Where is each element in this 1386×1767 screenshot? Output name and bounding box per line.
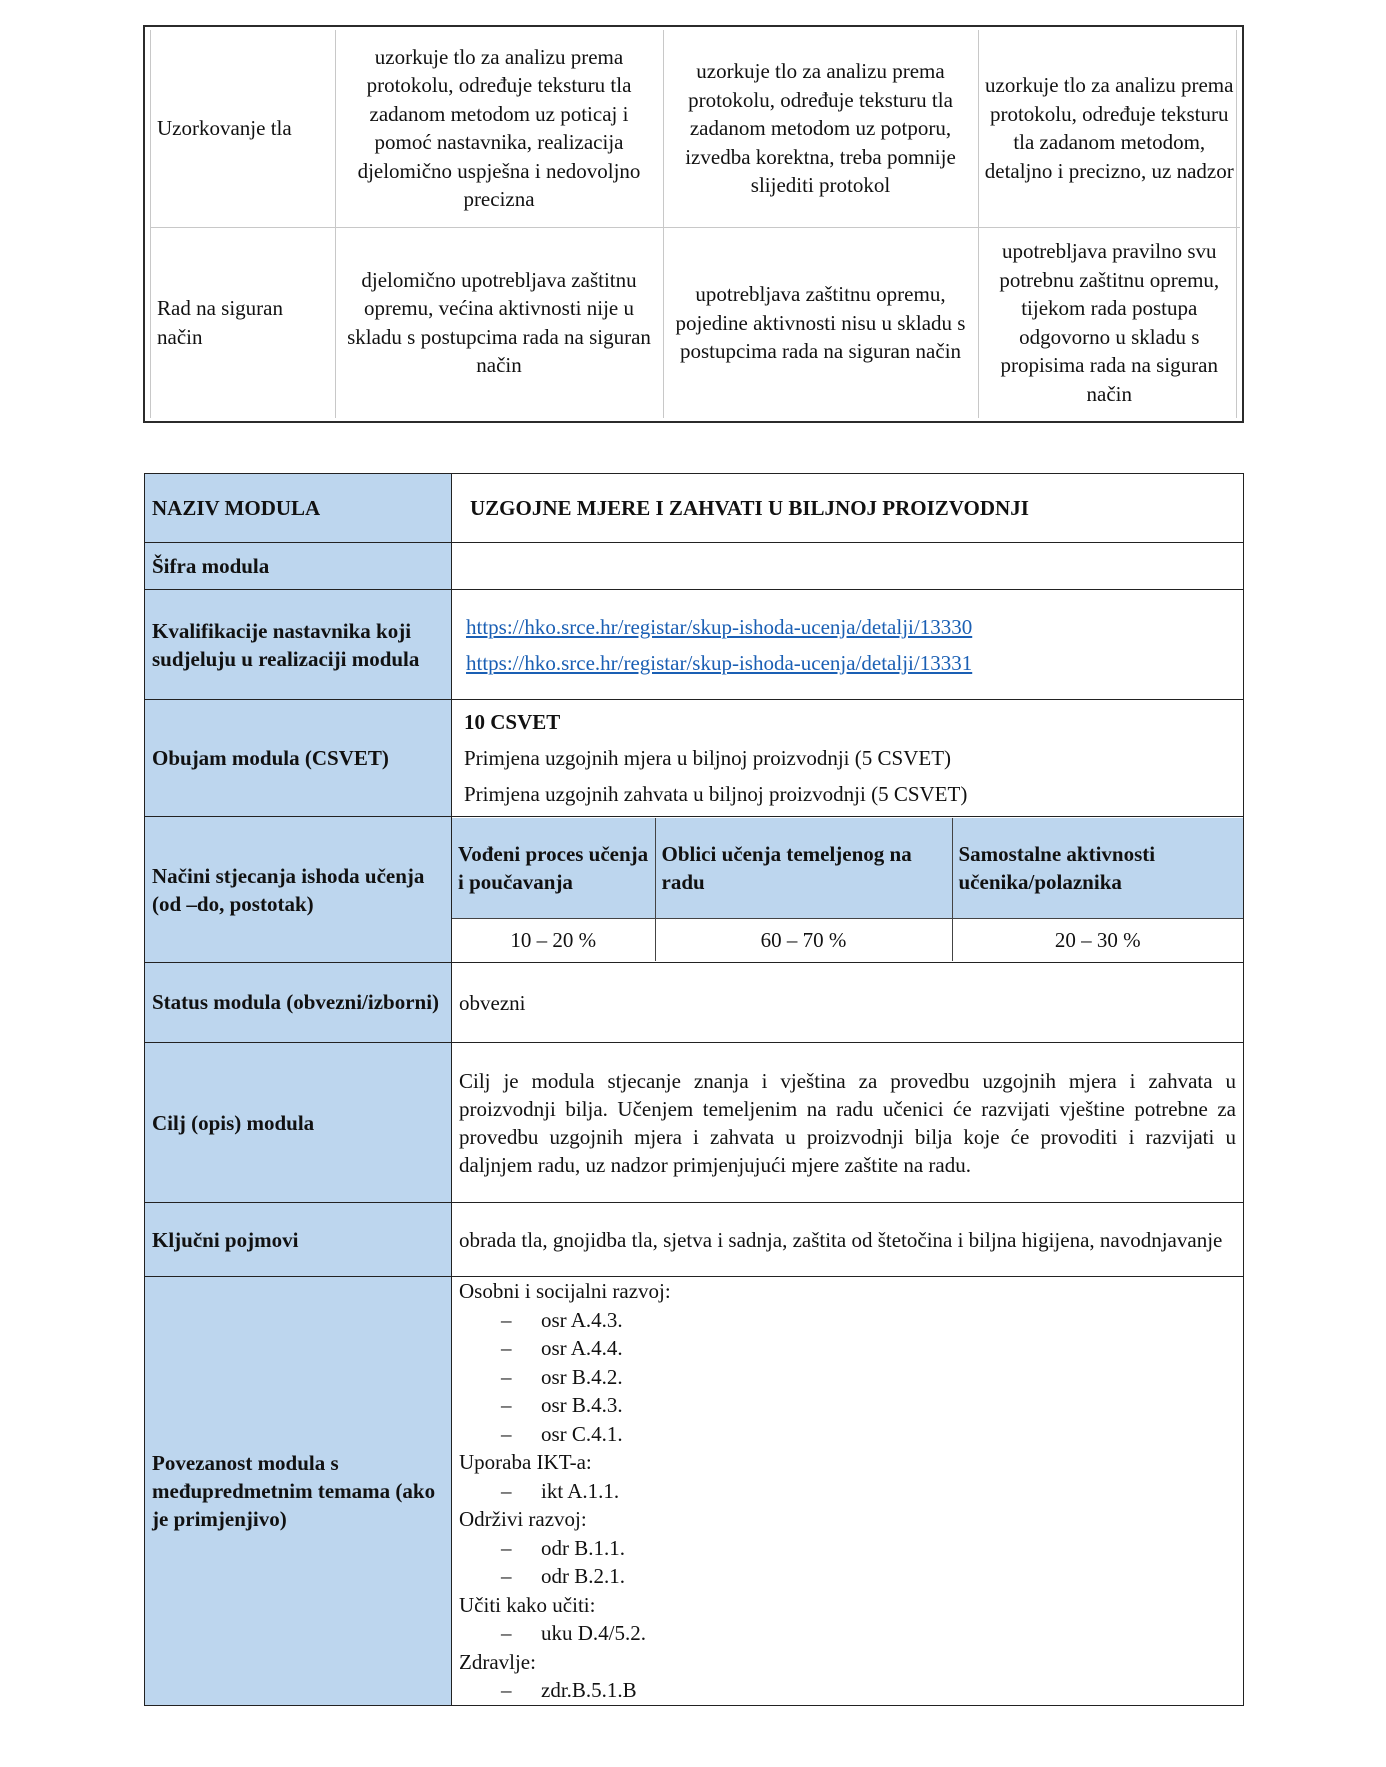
cross-curricular-item-code: osr A.4.3. (541, 1307, 623, 1332)
status-value: obvezni (452, 963, 1244, 1043)
rubric-level-3: uzorkuje tlo za analizu prema protokolu, određuje teksturu tla zadanom metodom, detaljno i precizno, uz nadzor (978, 30, 1240, 227)
module-table (144, 473, 1244, 1706)
goal-label: Cilj (opis) modula (145, 1043, 452, 1203)
cross-curricular-item-code: osr C.4.1. (541, 1421, 623, 1446)
rubric-row-safe-work (151, 227, 1240, 418)
rubric-level-2: uzorkuje tlo za analizu prema protokolu, određuje teksturu tla zadanom metodom uz potporu, izvedba korektna, treba pomnije slijediti protokol (663, 30, 978, 227)
cross-curricular-group-title: Zdravlje: (459, 1649, 536, 1674)
rubric-table (143, 25, 1244, 423)
module-name-label: NAZIV MODULA (145, 474, 452, 543)
learning-methods-subtable (452, 818, 1243, 961)
method-value-independent: 20 – 30 % (952, 919, 1243, 962)
cross-curricular-item (459, 1676, 1236, 1705)
method-header-guided: Vođeni proces učenja i poučavanja (452, 818, 655, 919)
rubric-table-inner (150, 30, 1237, 418)
cross-curricular-group-title: Održivi razvoj: (459, 1507, 587, 1531)
rubric-level-3: upotrebljava pravilno svu potrebnu zaštitnu opremu, tijekom rada postupa odgovorno u skladu s propisima rada na siguran način (978, 227, 1240, 418)
row-learning-methods (145, 817, 1244, 963)
row-key-terms (145, 1203, 1244, 1277)
rubric-criterion: Uzorkovanje tla (151, 30, 335, 227)
cross-curricular-group-title: Učiti kako učiti: (459, 1592, 596, 1617)
cross-curricular-item-code: osr A.4.4. (541, 1336, 623, 1360)
cross-curricular-item-code: osr B.4.2. (541, 1364, 623, 1389)
cross-curricular-item (459, 1477, 1236, 1506)
dash-bullet-icon: – (501, 1307, 512, 1332)
dash-bullet-icon: – (501, 1621, 512, 1645)
key-terms-label: Ključni pojmovi (145, 1203, 452, 1277)
cross-curricular-item-code: uku D.4/5.2. (541, 1621, 646, 1645)
cross-curricular-label: Povezanost modula s međupredmetnim temama (ako je primjenjivo) (145, 1277, 452, 1706)
status-label: Status modula (obvezni/izborni) (145, 963, 452, 1043)
qualifications-value (452, 590, 1244, 700)
cross-curricular-item-code: ikt A.1.1. (541, 1478, 620, 1503)
row-teacher-qualifications (145, 590, 1244, 700)
cross-curricular-item (459, 1562, 1236, 1591)
dash-bullet-icon: – (501, 1678, 512, 1702)
cross-curricular-item (459, 1334, 1236, 1363)
cross-curricular-item (459, 1306, 1236, 1335)
cross-curricular-group-title: Osobni i socijalni razvoj: (459, 1279, 671, 1303)
dash-bullet-icon: – (501, 1336, 512, 1360)
qualification-link-1[interactable]: https://hko.srce.hr/registar/skup-ishoda-ucenja/detalji/13330 (466, 614, 973, 639)
cross-curricular-item (459, 1420, 1236, 1449)
dash-bullet-icon: – (501, 1393, 512, 1417)
module-code-label: Šifra modula (145, 543, 452, 590)
scope-label: Obujam modula (CSVET) (145, 700, 452, 817)
dash-bullet-icon: – (501, 1478, 512, 1503)
dash-bullet-icon: – (501, 1564, 512, 1588)
cross-curricular-item-code: odr B.2.1. (541, 1564, 625, 1588)
method-value-guided: 10 – 20 % (452, 919, 655, 962)
key-terms-value: obrada tla, gnojidba tla, sjetva i sadnja, zaštita od štetočina i biljna higijena, navodnjavanje (452, 1203, 1244, 1277)
row-module-goal (145, 1043, 1244, 1203)
cross-curricular-item (459, 1363, 1236, 1392)
dash-bullet-icon: – (501, 1364, 512, 1389)
rubric-level-1: djelomično upotrebljava zaštitnu opremu, većina aktivnosti nije u skladu s postupcima rada na siguran način (335, 227, 663, 418)
module-name-value: UZGOJNE MJERE I ZAHVATI U BILJNOJ PROIZVODNJI (452, 474, 1244, 543)
learning-methods-values (452, 919, 1243, 962)
row-module-scope (145, 700, 1244, 817)
rubric-level-2: upotrebljava zaštitnu opremu, pojedine aktivnosti nisu u skladu s postupcima rada na siguran način (663, 227, 978, 418)
cross-curricular-item (459, 1391, 1236, 1420)
learning-methods-headers (452, 818, 1243, 919)
goal-value: Cilj je modula stjecanje znanja i vještina za provedbu uzgojnih mjera i zahvata u proizvodnji bilja. Učenjem temeljenim na radu učenici će razvijati vještine potrebne za provedbu uzgojnih mjera i zahvata u proizvodnji bilja koje će provoditi i razvijati u daljnjem radu, uz nadzor primjenjujući mjere zaštite na radu. (452, 1043, 1244, 1203)
rubric-level-1: uzorkuje tlo za analizu prema protokolu, određuje teksturu tla zadanom metodom uz poticaj i pomoć nastavnika, realizacija djelomično uspješna i nedovoljno precizna (335, 30, 663, 227)
row-module-name (145, 474, 1244, 543)
cross-curricular-group-title: Uporaba IKT-a: (459, 1450, 592, 1474)
qualification-link-2[interactable]: https://hko.srce.hr/registar/skup-ishoda-ucenja/detalji/13331 (466, 650, 973, 675)
scope-part-2: Primjena uzgojnih zahvata u biljnoj proizvodnji (5 CSVET) (464, 782, 968, 806)
row-module-code (145, 543, 1244, 590)
cross-curricular-item-code: osr B.4.3. (541, 1393, 623, 1417)
qualifications-label: Kvalifikacije nastavnika koji sudjeluju u realizaciji modula (145, 590, 452, 700)
cross-curricular-item-code: zdr.B.5.1.B (541, 1678, 637, 1702)
cross-curricular-item (459, 1619, 1236, 1648)
scope-total: 10 CSVET (464, 710, 561, 734)
dash-bullet-icon: – (501, 1421, 512, 1446)
scope-part-1: Primjena uzgojnih mjera u biljnoj proizvodnji (5 CSVET) (464, 746, 952, 770)
method-header-independent: Samostalne aktivnosti učenika/polaznika (952, 818, 1243, 919)
method-header-work-based: Oblici učenja temeljenog na radu (655, 818, 952, 919)
dash-bullet-icon: – (501, 1535, 512, 1560)
learning-methods-cell (452, 817, 1244, 963)
row-module-status (145, 963, 1244, 1043)
module-code-value (452, 543, 1244, 590)
scope-value (452, 700, 1244, 817)
cross-curricular-item (459, 1534, 1236, 1563)
rubric-row-soil-sampling (151, 30, 1240, 227)
cross-curricular-value (452, 1277, 1244, 1706)
method-value-work-based: 60 – 70 % (655, 919, 952, 962)
row-cross-curricular (145, 1277, 1244, 1706)
rubric-criterion: Rad na siguran način (151, 227, 335, 418)
cross-curricular-item-code: odr B.1.1. (541, 1535, 625, 1560)
learning-methods-label: Načini stjecanja ishoda učenja (od –do, postotak) (145, 817, 452, 963)
